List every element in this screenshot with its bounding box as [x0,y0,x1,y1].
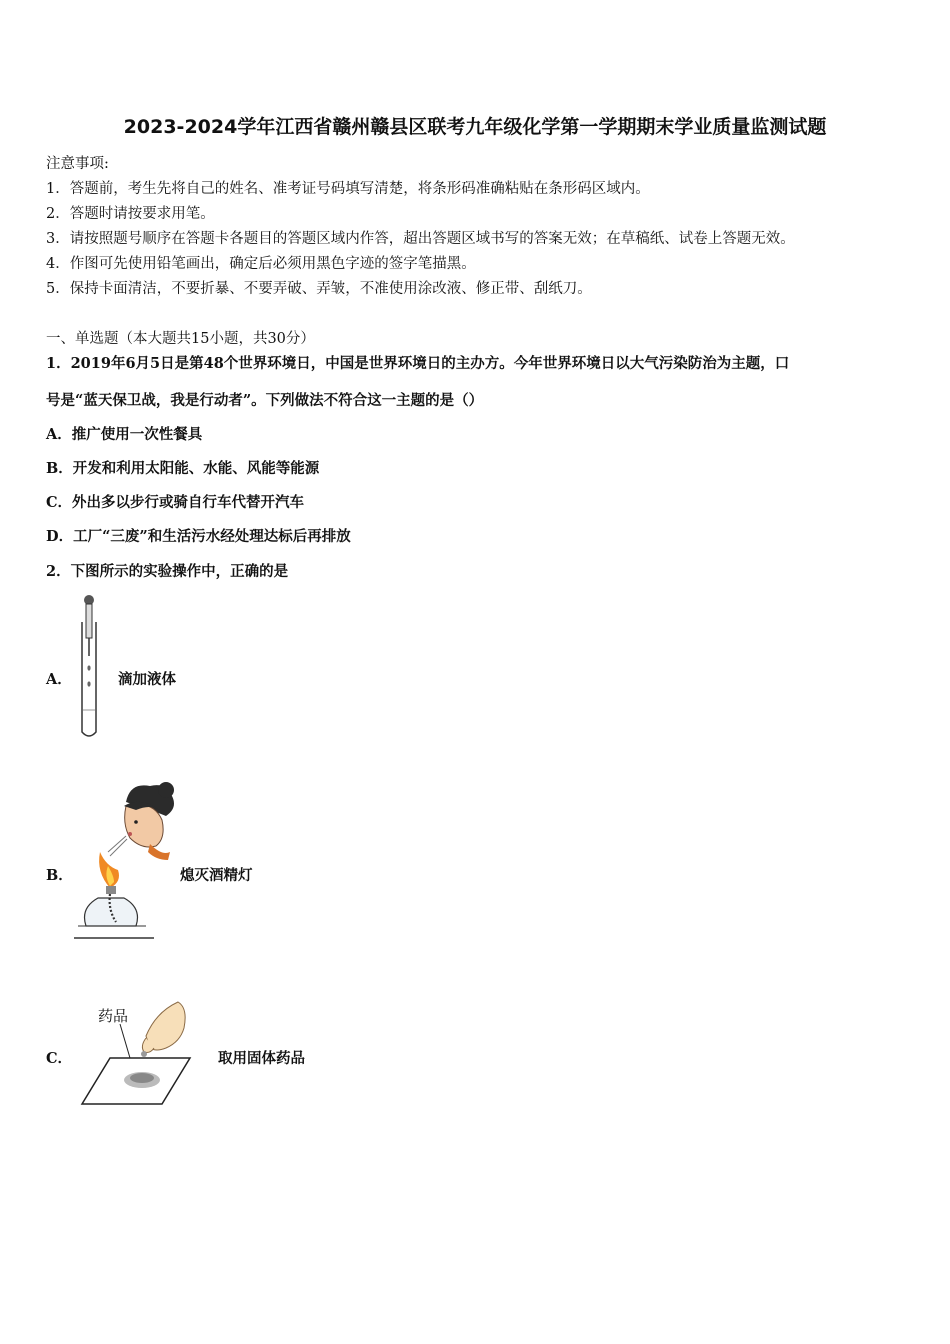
q2-option-c-text: 取用固体药品 [218,1050,305,1067]
notice-item-5: 5．保持卡面清洁，不要折暴、不要弄破、弄皱，不准使用涂改液、修正带、刮纸刀。 [46,281,592,297]
q1-stem-line2: 号是“蓝天保卫战，我是行动者”。下列做法不符合这一主题的是（） [46,392,484,409]
notice-heading: 注意事项: [46,156,109,172]
q2-option-a-letter: A． [46,671,72,688]
q2-option-b-text: 熄灭酒精灯 [180,867,253,884]
solid-medicine-figure [80,998,192,1108]
notice-item-2: 2．答题时请按要求用笔。 [46,206,215,222]
q2-option-a-text: 滴加液体 [118,671,176,688]
q2-option-c-letter: C． [46,1050,73,1067]
blowing-lamp-figure [70,776,190,944]
q1-option-d: D．工厂“三废”和生活污水经处理达标后再排放 [46,528,351,545]
q2-stem: 2．下图所示的实验操作中，正确的是 [46,563,289,580]
q1-option-c: C．外出多以步行或骑自行车代替开汽车 [46,494,305,511]
q2-option-b-letter: B． [46,867,73,884]
notice-item-1: 1．答题前，考生先将自己的姓名、准考证号码填写清楚，将条形码准确粘贴在条形码区域内。 [46,181,650,197]
notice-item-4: 4．作图可先使用铅笔画出，确定后必须用黑色字迹的签字笔描黑。 [46,256,476,272]
figure-label-medicine: 药品 [98,1007,129,1025]
page-title: 2023-2024学年江西省赣州赣县区联考九年级化学第一学期期末学业质量监测试题 [123,116,827,138]
section-heading: 一、单选题（本大题共15小题，共30分） [46,331,315,347]
q1-option-a: A．推广使用一次性餐具 [46,426,203,443]
q1-option-b: B．开发和利用太阳能、水能、风能等能源 [46,460,320,477]
notice-item-3: 3．请按照题号顺序在答题卡各题目的答题区域内作答，超出答题区域书写的答案无效；在草稿纸、试卷上答题无效。 [46,231,795,247]
dropper-tube-figure [74,592,104,742]
q1-stem-line1: 1．2019年6月5日是第48个世界环境日，中国是世界环境日的主办方。今年世界环境日以大气污染防治为主题，口 [46,355,790,372]
